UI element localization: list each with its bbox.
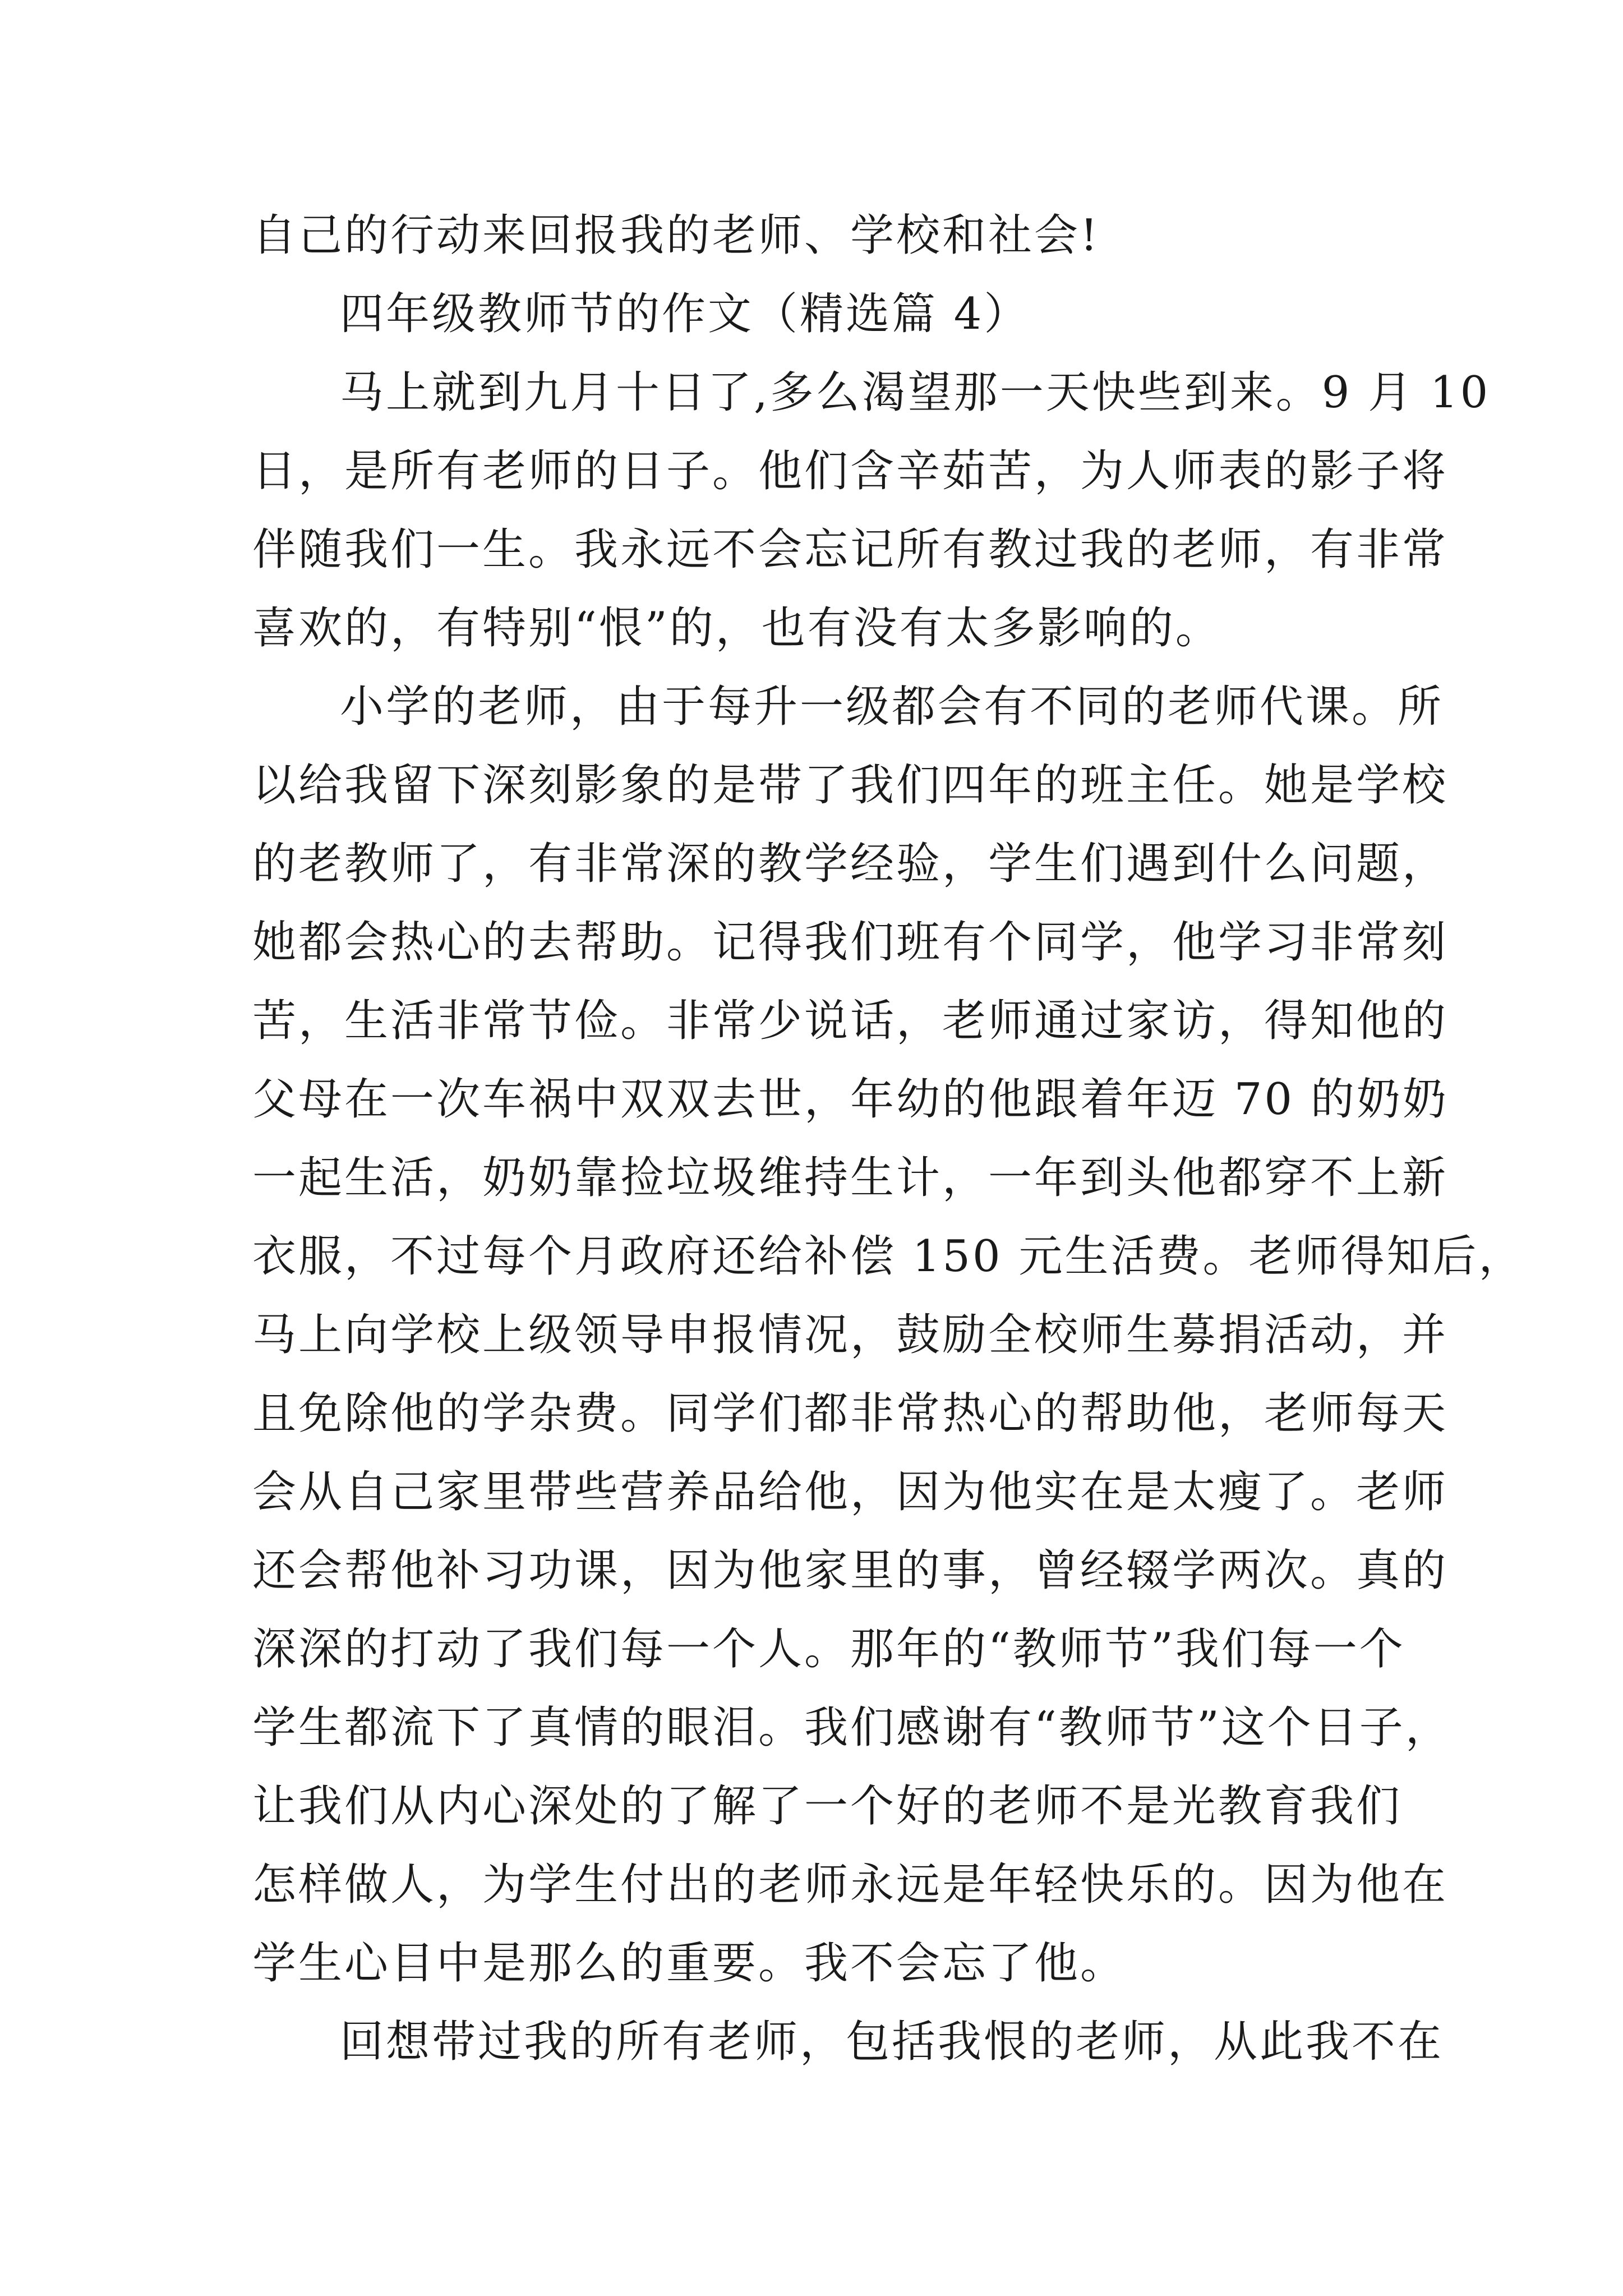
document-text-body xyxy=(252,196,1525,2081)
text-line-8: 以给我留下深刻影象的是带了我们四年的班主任。她是学校 xyxy=(252,760,1449,811)
text-line-24: 回想带过我的所有老师，包括我恨的老师，从此我不在 xyxy=(340,2017,1444,2067)
text-line-16: 且免除他的学杂费。同学们都非常热心的帮助他，老师每天 xyxy=(252,1388,1449,1439)
text-line-10: 她都会热心的去帮助。记得我们班有个同学，他学习非常刻 xyxy=(252,917,1449,968)
text-line-4: 日，是所有老师的日子。他们含辛茹苦，为人师表的影子将 xyxy=(252,446,1449,496)
text-line-13: 一起生活，奶奶靠捡垃圾维持生计，一年到头他都穿不上新 xyxy=(252,1153,1449,1203)
text-line-7: 小学的老师，由于每升一级都会有不同的老师代课。所 xyxy=(340,682,1444,732)
text-line-15: 马上向学校上级领导申报情况，鼓励全校师生募捐活动，并 xyxy=(252,1310,1449,1360)
text-line-20: 学生都流下了真情的眼泪。我们感谢有“教师节”这个日子， xyxy=(252,1703,1451,1753)
text-line-11: 苦，生活非常节俭。非常少说话，老师通过家访，得知他的 xyxy=(252,996,1449,1046)
text-line-9: 的老教师了，有非常深的教学经验，学生们遇到什么问题， xyxy=(252,839,1449,889)
text-line-6: 喜欢的，有特别“恨”的，也有没有太多影响的。 xyxy=(252,603,1221,654)
text-line-17: 会从自己家里带些营养品给他，因为他实在是太瘦了。老师 xyxy=(252,1467,1449,1517)
text-line-1: 自己的行动来回报我的老师、学校和社会! xyxy=(252,210,1100,261)
text-line-3: 马上就到九月十日了,多么渴望那一天快些到来。9 月 10 xyxy=(340,367,1491,418)
text-line-22: 怎样做人，为学生付出的老师永远是年轻快乐的。因为他在 xyxy=(252,1860,1449,1910)
text-line-14: 衣服，不过每个月政府还给补偿 150 元生活费。老师得知后， xyxy=(252,1231,1525,1282)
text-line-5: 伴随我们一生。我永远不会忘记所有教过我的老师，有非常 xyxy=(252,524,1449,575)
text-line-23: 学生心目中是那么的重要。我不会忘了他。 xyxy=(252,1938,1127,1989)
text-line-18: 还会帮他补习功课，因为他家里的事，曾经辍学两次。真的 xyxy=(252,1545,1449,1596)
text-line-21: 让我们从内心深处的了解了一个好的老师不是光教育我们 xyxy=(252,1781,1403,1832)
text-line-12: 父母在一次车祸中双双去世，年幼的他跟着年迈 70 的奶奶 xyxy=(252,1074,1449,1125)
section-heading: 四年级教师节的作文（精选篇 4） xyxy=(340,289,1030,339)
text-line-19: 深深的打动了我们每一个人。那年的“教师节”我们每一个 xyxy=(252,1624,1405,1674)
